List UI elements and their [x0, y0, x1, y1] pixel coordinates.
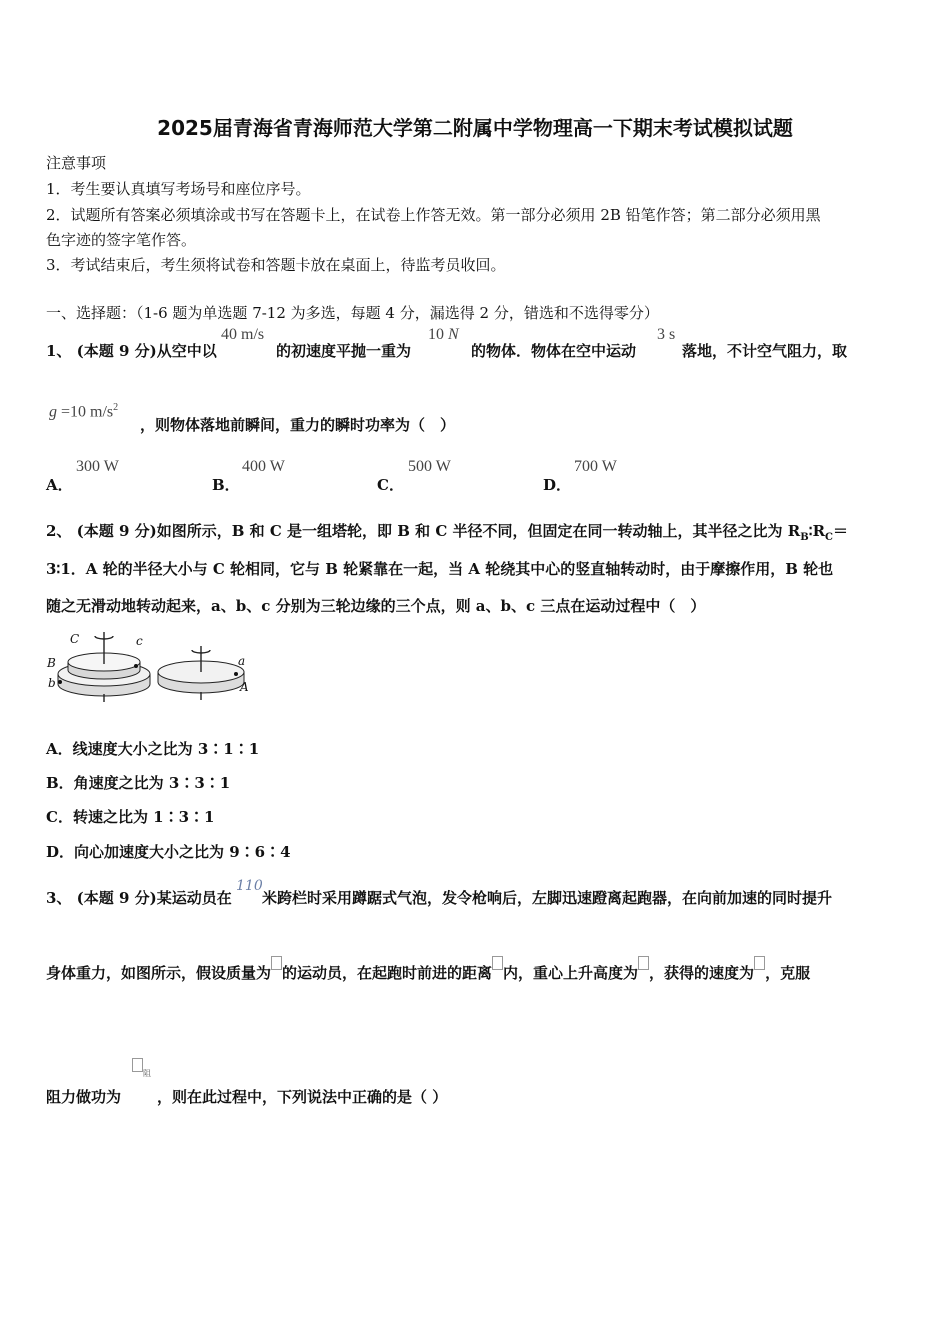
notice-heading: 注意事项 — [46, 154, 107, 172]
q1-option-d-value: 700 W — [574, 458, 617, 475]
q2-option-d: D．向心加速度大小之比为 9∶6∶4 — [46, 843, 291, 861]
q1-mid2: 的物体．物体在空中运动 — [471, 342, 637, 360]
q1-option-a-value: 300 W — [76, 458, 119, 475]
q1-time: 3 s — [657, 326, 676, 343]
q3-line1b: 米跨栏时采用蹲踞式气泡，发令枪响后，左脚迅速蹬离起跑器，在向前加速的同时提升 — [262, 889, 833, 907]
q1-g-value: g =10 $m/s^2$ — [49, 402, 119, 421]
q2-option-c: C．转速之比为 1∶3∶1 — [46, 808, 215, 826]
q1-option-c-value: 500 W — [408, 458, 451, 475]
missing-symbol-velocity — [754, 956, 765, 970]
fig-label-a-lower: a — [238, 654, 246, 668]
fig-label-a-upper: A — [240, 680, 249, 694]
q1-option-d-label: D． — [543, 476, 572, 494]
notice-line-2b: 色字迹的签字笔作答。 — [46, 231, 197, 249]
fig-label-b-lower: b — [48, 676, 56, 690]
q1-weight: 10 N — [428, 326, 459, 343]
q2-line3: 随之无滑动地转动起来，a、b、c 分别为三轮边缘的三个点，则 a、b、c 三点在运动过程中（ ） — [46, 597, 706, 615]
q1-line2: ，则物体落地前瞬间，重力的瞬时功率为（ ） — [140, 416, 456, 434]
q3-line2: 身体重力，如图所示，假设质量为 的运动员，在起跑时前进的距离 内，重心上升高度为 ，获得的速度为 ，克服 — [46, 962, 810, 983]
q3-prefix: 3、 (本题 9 分)某运动员在 — [46, 889, 232, 907]
page-title: 2025届青海省青海师范大学第二附属中学物理高一下期末考试模拟试题 — [157, 116, 793, 140]
missing-symbol-work: 阻 — [132, 1058, 151, 1079]
q2-option-a: A．线速度大小之比为 3∶1∶1 — [46, 740, 260, 758]
section-heading: 一、选择题：（1-6 题为单选题 7-12 为多选，每题 4 分，漏选得 2 分，错选和不选得零分） — [46, 304, 659, 322]
q1-mid1: 的初速度平抛一重为 — [276, 342, 412, 360]
q1-option-b-value: 400 W — [242, 458, 285, 475]
q1-option-a-label: A． — [46, 476, 73, 494]
notice-line-1: 1．考生要认真填写考场号和座位序号。 — [46, 180, 311, 198]
q1-suffix: 落地，不计空气阻力，取 — [682, 342, 848, 360]
q3-distance: 110 — [236, 878, 263, 894]
q2-line1: 2、 (本题 9 分)如图所示，B 和 C 是一组塔轮，即 B 和 C 半径不同，但固定在同一转动轴上，其半径之比为 $R_B∶R_C=$ — [46, 522, 849, 543]
fig-label-b-upper: B — [47, 656, 56, 670]
q1-v0: 40 m/s — [221, 326, 265, 343]
q1-option-c-label: C． — [377, 476, 404, 494]
fig-label-c-upper: C — [70, 632, 80, 646]
q1-option-b-label: B． — [212, 476, 240, 494]
q3-line3-p2: ，则在此过程中，下列说法中正确的是（ ） — [157, 1088, 448, 1106]
missing-symbol-distance — [492, 956, 503, 970]
missing-symbol-mass — [271, 956, 282, 970]
notice-line-3: 3．考试结束后，考生须将试卷和答题卡放在桌面上，待监考员收回。 — [46, 256, 506, 274]
q1-prefix: 1、 (本题 9 分)从空中以 — [46, 342, 217, 360]
q3-line3-p1: 阻力做功为 — [46, 1088, 122, 1106]
notice-line-2a: 2．试题所有答案必须填涂或书写在答题卡上，在试卷上作答无效。第一部分必须用 2B 铅笔作答；第二部分必须用黑 — [46, 206, 821, 224]
missing-symbol-height — [638, 956, 649, 970]
q2-line2: 3∶1．A 轮的半径大小与 C 轮相同，它与 B 轮紧靠在一起，当 A 轮绕其中心的竖直轴转动时，由于摩擦作用，B 轮也 — [46, 560, 834, 578]
fig-label-c-lower: c — [136, 634, 143, 648]
q2-option-b: B．角速度之比为 3∶3∶1 — [46, 774, 231, 792]
